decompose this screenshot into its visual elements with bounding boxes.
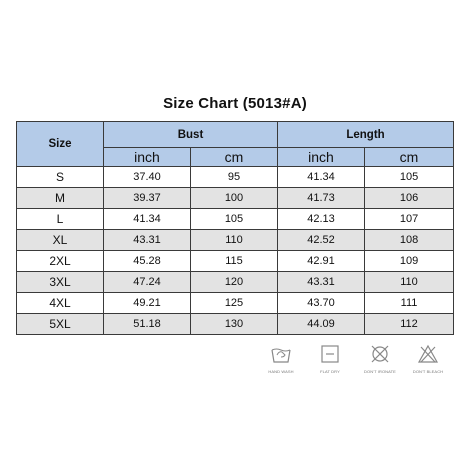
size-column-header: Size xyxy=(17,122,104,167)
bust-inch-cell: 45.28 xyxy=(104,251,191,272)
flat-dry-icon xyxy=(309,343,351,365)
bust-cm-cell: 130 xyxy=(191,314,278,335)
length-inch-cell: 41.73 xyxy=(278,188,365,209)
length-cm-cell: 108 xyxy=(365,230,454,251)
table-row xyxy=(17,272,454,293)
size-table xyxy=(16,121,454,335)
length-inch-cell: 41.34 xyxy=(278,167,365,188)
bust-group-header: Bust xyxy=(104,122,278,148)
bust-cm-cell: 110 xyxy=(191,230,278,251)
bust-inch-cell: 49.21 xyxy=(104,293,191,314)
bust-cm-cell: 100 xyxy=(191,188,278,209)
bust-cm-cell: 120 xyxy=(191,272,278,293)
care-instructions xyxy=(255,343,455,383)
length-cm-cell: 111 xyxy=(365,293,454,314)
bust-cm-cell: 125 xyxy=(191,293,278,314)
length-inch-cell: 42.13 xyxy=(278,209,365,230)
bust-cm-cell: 105 xyxy=(191,209,278,230)
care-label: DON'T BLEACH xyxy=(412,369,444,374)
size-cell: 2XL xyxy=(17,251,104,272)
care-label: DON'T IRONATE xyxy=(364,369,396,374)
care-item-flat-dry xyxy=(309,343,351,374)
bust-inch-cell: 41.34 xyxy=(104,209,191,230)
bust-cm-cell: 95 xyxy=(191,167,278,188)
size-cell: 4XL xyxy=(17,293,104,314)
do-not-iron-icon xyxy=(359,343,401,365)
bust-inch-cell: 37.40 xyxy=(104,167,191,188)
length-group-header: Length xyxy=(278,122,454,148)
table-row xyxy=(17,314,454,335)
length-inch-cell: 42.52 xyxy=(278,230,365,251)
table-row xyxy=(17,293,454,314)
length-cm-cell: 110 xyxy=(365,272,454,293)
size-cell: M xyxy=(17,188,104,209)
care-label: HAND WASH xyxy=(268,369,294,374)
bust-inch-header: inch xyxy=(104,148,191,167)
bust-inch-cell: 47.24 xyxy=(104,272,191,293)
bust-cm-cell: 115 xyxy=(191,251,278,272)
length-cm-cell: 112 xyxy=(365,314,454,335)
length-inch-cell: 43.70 xyxy=(278,293,365,314)
bust-inch-cell: 43.31 xyxy=(104,230,191,251)
size-cell: L xyxy=(17,209,104,230)
size-cell: XL xyxy=(17,230,104,251)
length-cm-header: cm xyxy=(365,148,454,167)
hand-wash-icon xyxy=(260,343,302,365)
length-inch-cell: 43.31 xyxy=(278,272,365,293)
length-cm-cell: 105 xyxy=(365,167,454,188)
length-cm-cell: 106 xyxy=(365,188,454,209)
bust-inch-cell: 39.37 xyxy=(104,188,191,209)
bust-inch-cell: 51.18 xyxy=(104,314,191,335)
length-inch-cell: 44.09 xyxy=(278,314,365,335)
chart-title: Size Chart (5013#A) xyxy=(163,95,307,112)
care-item-do-not-iron xyxy=(359,343,401,374)
size-cell: S xyxy=(17,167,104,188)
table-header-row xyxy=(17,122,454,148)
length-cm-cell: 107 xyxy=(365,209,454,230)
table-row xyxy=(17,251,454,272)
care-label: FLAT DRY xyxy=(320,369,340,374)
care-item-do-not-bleach xyxy=(407,343,449,374)
do-not-bleach-icon xyxy=(407,343,449,365)
length-inch-header: inch xyxy=(278,148,365,167)
size-cell: 5XL xyxy=(17,314,104,335)
table-row xyxy=(17,167,454,188)
table-row xyxy=(17,209,454,230)
length-inch-cell: 42.91 xyxy=(278,251,365,272)
table-row xyxy=(17,230,454,251)
length-cm-cell: 109 xyxy=(365,251,454,272)
table-row xyxy=(17,188,454,209)
size-cell: 3XL xyxy=(17,272,104,293)
bust-cm-header: cm xyxy=(191,148,278,167)
care-item-hand-wash xyxy=(260,343,302,374)
